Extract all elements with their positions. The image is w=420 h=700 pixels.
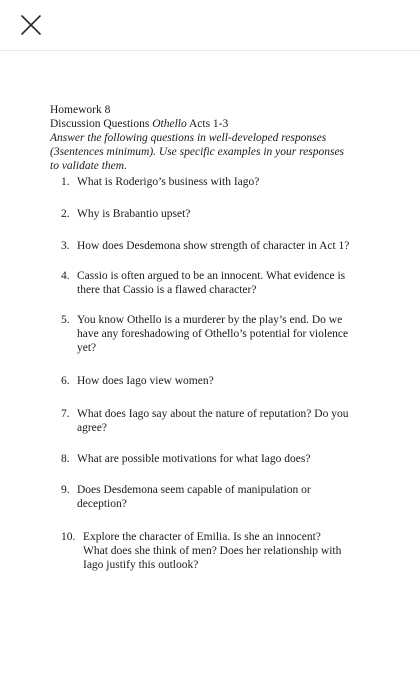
question-item xyxy=(61,407,379,435)
question-text: You know Othello is a murderer by the play’s end. Do we have any foreshadowing of Othello’s potential for violence yet? xyxy=(77,314,349,354)
question-number: 5. xyxy=(61,314,70,326)
homework-document xyxy=(50,103,380,572)
question-number: 6. xyxy=(61,375,70,387)
question-item xyxy=(61,530,379,572)
instructions-line: to validate them. xyxy=(50,160,127,172)
question-text: Does Desdemona seem capable of manipulation or deception? xyxy=(77,484,311,510)
subtitle-suffix: Acts 1-3 xyxy=(186,118,229,130)
subtitle-play: Othello xyxy=(152,118,187,130)
question-list xyxy=(50,175,380,572)
question-item xyxy=(61,207,379,221)
question-item xyxy=(61,452,379,466)
question-text: What does Iago say about the nature of reputation? Do you agree? xyxy=(77,408,349,434)
instructions-line: Answer the following questions in well-developed responses xyxy=(50,132,327,144)
close-icon[interactable] xyxy=(18,12,44,38)
question-item xyxy=(61,175,379,189)
question-text: Explore the character of Emilia. Is she an innocent? What does she think of men? Does her relationship with Iago justify this outlook? xyxy=(83,531,342,571)
question-number: 9. xyxy=(61,484,70,496)
question-text: How does Iago view women? xyxy=(77,375,214,387)
question-number: 8. xyxy=(61,453,70,465)
document-title: Homework 8 xyxy=(50,104,111,116)
question-item xyxy=(61,269,379,297)
question-number: 3. xyxy=(61,240,70,252)
top-bar xyxy=(0,0,420,51)
question-number: 4. xyxy=(61,270,70,282)
question-item xyxy=(61,374,379,388)
question-text: How does Desdemona show strength of character in Act 1? xyxy=(77,240,350,252)
subtitle-prefix: Discussion Questions xyxy=(50,118,153,130)
document-subtitle xyxy=(50,117,380,131)
question-item xyxy=(61,239,379,253)
question-number: 10. xyxy=(61,531,76,543)
question-text: Why is Brabantio upset? xyxy=(77,208,191,220)
question-number: 7. xyxy=(61,408,70,420)
question-text: What is Roderigo’s business with Iago? xyxy=(77,176,260,188)
question-item xyxy=(61,313,379,355)
question-text: Cassio is often argued to be an innocent. What evidence is there that Cassio is a flawed character? xyxy=(77,270,346,296)
question-number: 2. xyxy=(61,208,70,220)
question-number: 1. xyxy=(61,176,70,188)
question-item xyxy=(61,483,379,511)
question-text: What are possible motivations for what Iago does? xyxy=(77,453,311,465)
instructions-line: (3sentences minimum). Use specific examples in your responses xyxy=(50,146,345,158)
